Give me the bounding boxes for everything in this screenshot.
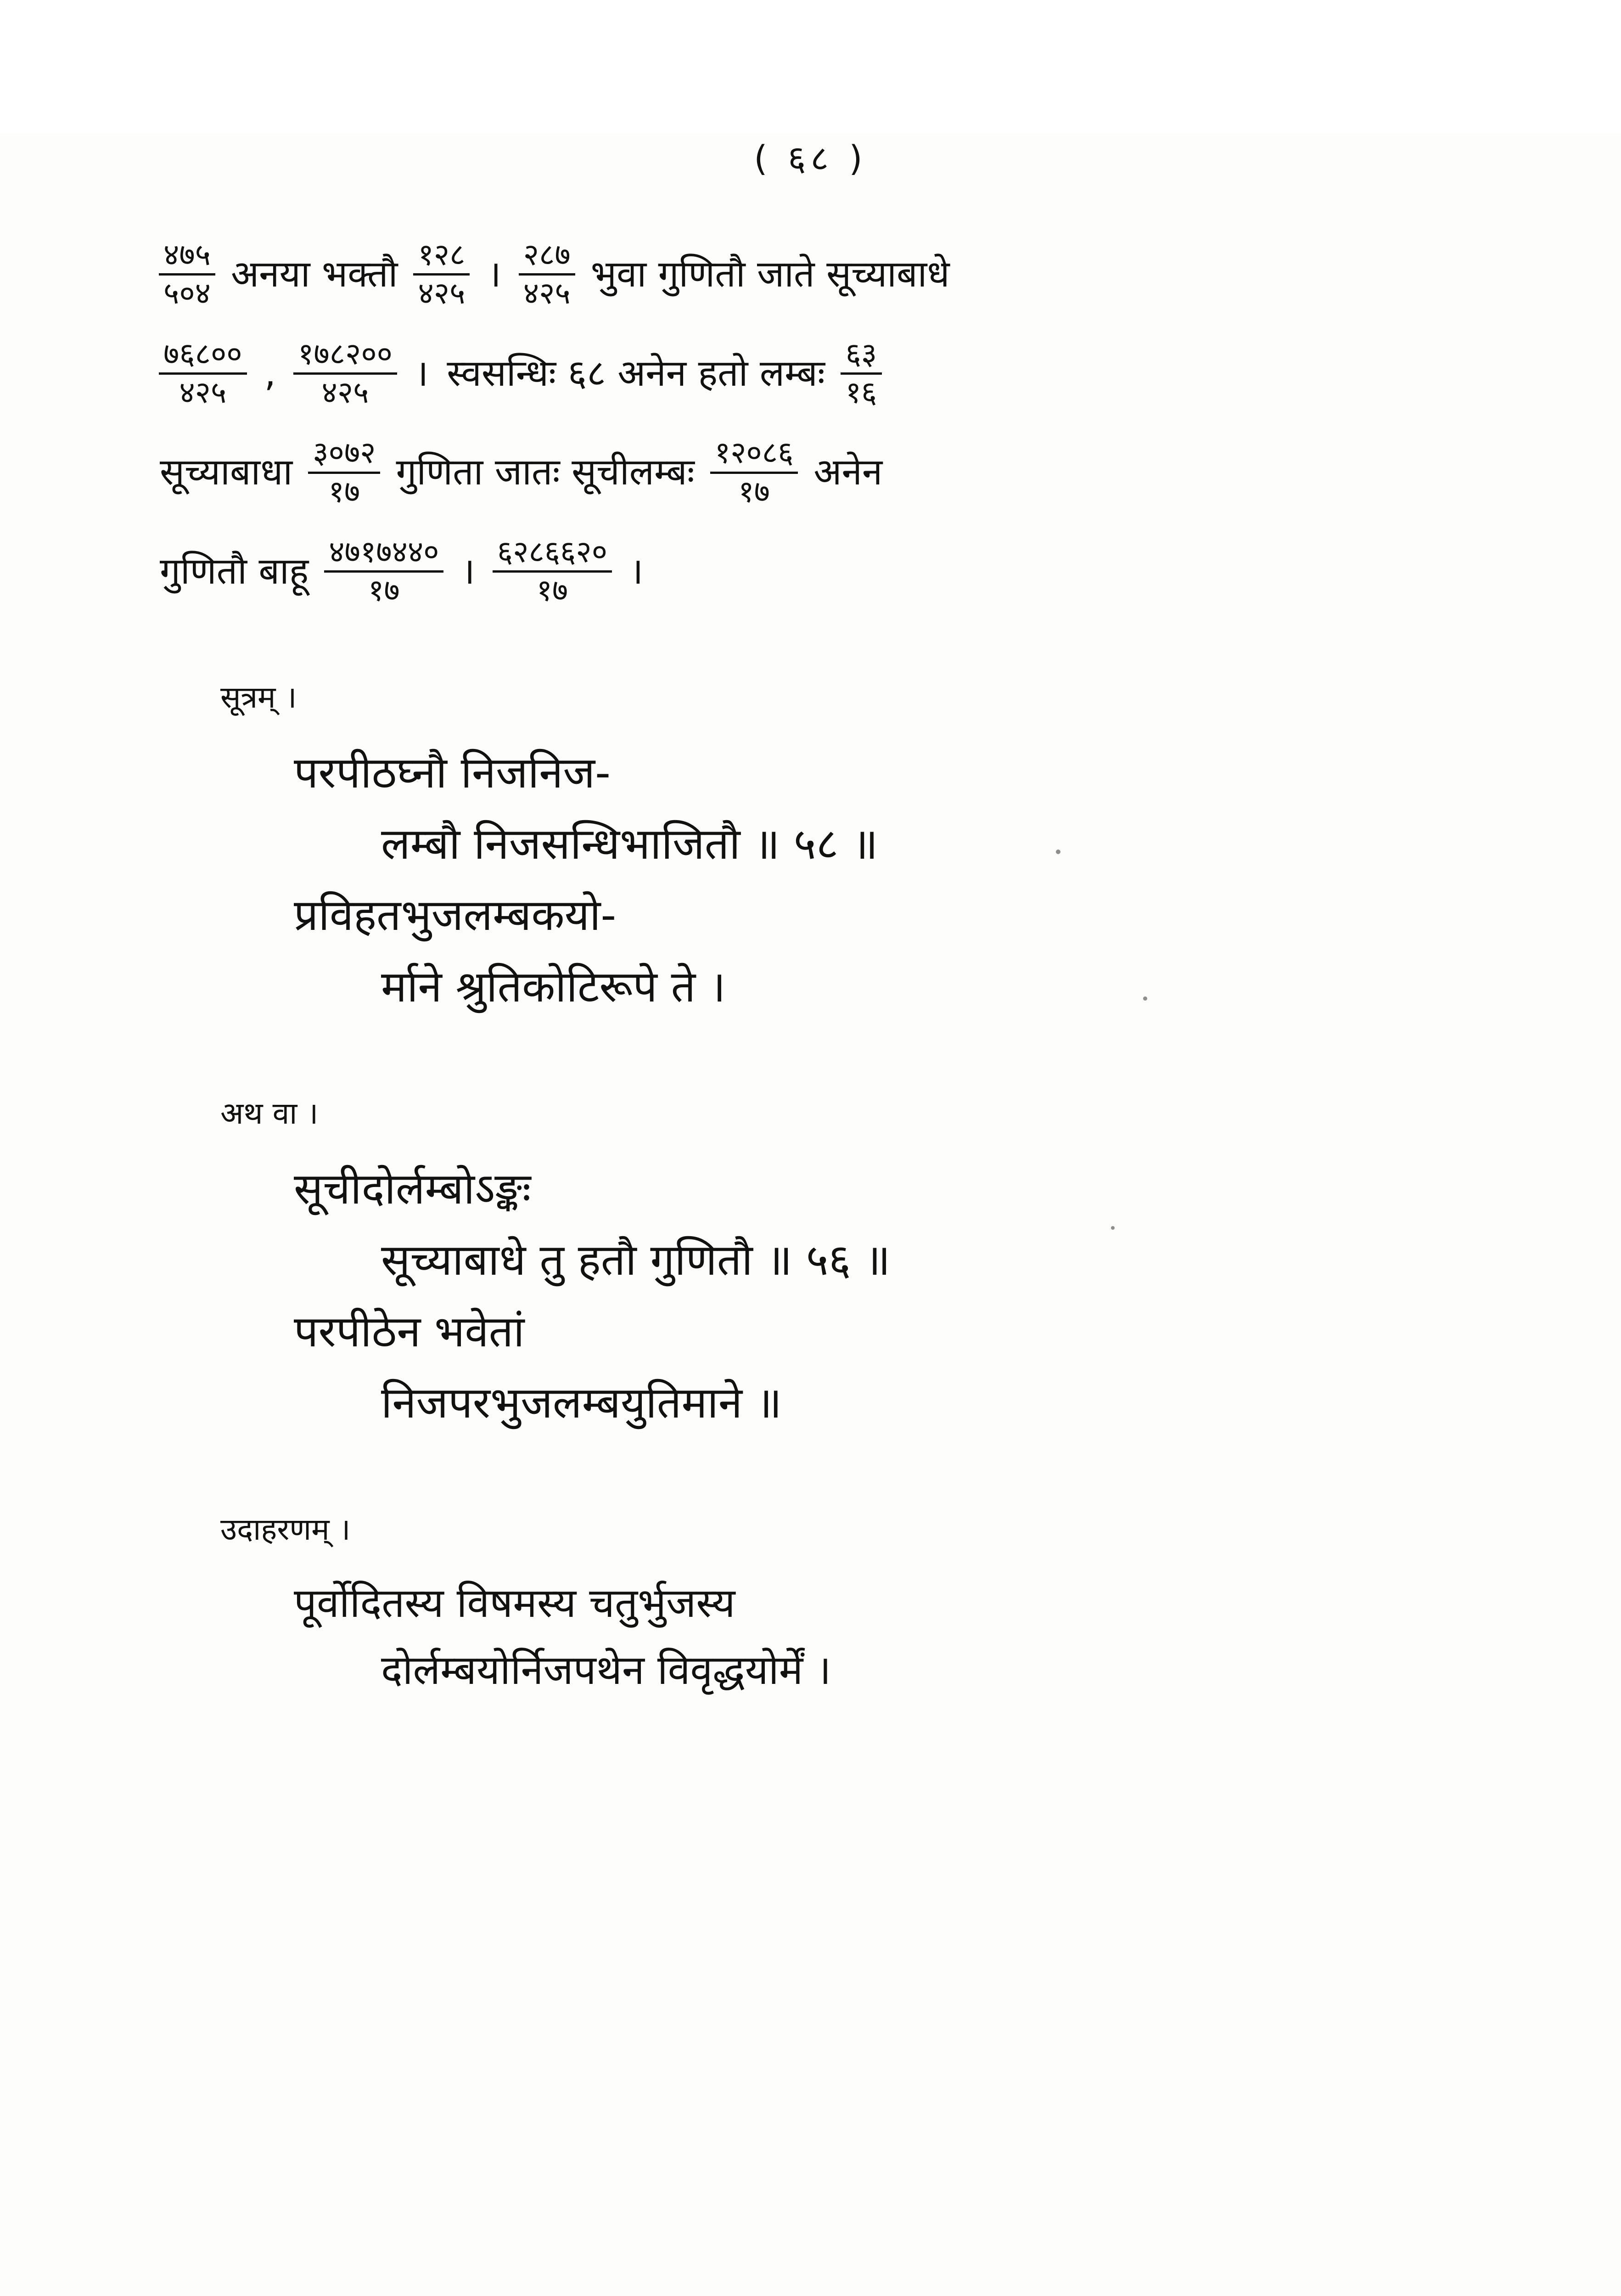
fraction-bar <box>308 472 380 474</box>
section-label-athava: अथ वा । <box>220 1095 319 1131</box>
fraction-denominator: ४२५ <box>418 276 466 311</box>
verse-line: र्माने श्रुतिकोटिरूपे ते । <box>381 962 726 1012</box>
danda-mark: । <box>461 549 475 592</box>
calc-text: गुणितौ बाहू <box>160 549 309 592</box>
fraction-numerator: ३०७२ <box>313 435 376 471</box>
verse-line: परपीठघ्नौ निजनिज- <box>294 748 611 799</box>
fraction-denominator: ४२५ <box>523 276 571 311</box>
verse-block-athava <box>0 1154 1621 1438</box>
fraction-numerator: १२०८६ <box>714 435 794 471</box>
fraction-denominator: १७ <box>328 473 360 509</box>
fraction-numerator: १२८ <box>418 237 466 273</box>
verse-line: लम्बौ निजसन्धिभाजितौ ॥ ५८ ॥ <box>381 819 878 870</box>
verse-line: सूचीदोर्लम्बोऽङ्कः <box>294 1164 531 1215</box>
calc-text: सूच्याबाधा <box>160 450 293 494</box>
danda-mark: । <box>487 252 501 295</box>
scan-speckle <box>1056 850 1060 854</box>
fraction-denominator: ५०४ <box>163 276 211 311</box>
fraction-numerator: ४७१७४४० <box>329 534 439 569</box>
calc-text: स्वसन्धिः ६८ अनेन हतो लम्बः <box>447 351 825 394</box>
fraction-numerator: २८७ <box>523 237 571 273</box>
danda-mark: । <box>414 351 429 394</box>
verse-line: निजपरभुजलम्बयुतिमाने ॥ <box>381 1378 782 1428</box>
scan-speckle <box>1111 1226 1115 1230</box>
verse-line: परपीठेन भवेतां <box>294 1306 525 1357</box>
fraction <box>293 338 397 409</box>
calc-text: अनया भक्तौ <box>230 252 398 295</box>
fraction-denominator: १६ <box>845 375 877 411</box>
document-page <box>0 133 1621 2296</box>
calc-text: भुवा गुणितौ जाते सूच्याबाधे <box>590 252 950 295</box>
verse-line: पूर्वोदितस्य विषमस्य चतुर्भुजस्य <box>294 1579 735 1627</box>
fraction-numerator: ६३ <box>845 336 877 371</box>
fraction <box>159 239 215 310</box>
fraction-numerator: ७६८०० <box>163 336 242 371</box>
fraction <box>710 437 798 507</box>
verse-line: सूच्याबाधे तु हतौ गुणितौ ॥ ५६ ॥ <box>381 1235 891 1286</box>
calculation-block <box>0 239 1621 606</box>
scan-speckle <box>1143 996 1147 1001</box>
fraction-numerator: ४७५ <box>163 237 211 273</box>
calculation-line-2 <box>151 338 1483 409</box>
fraction-denominator: १७ <box>536 573 568 608</box>
fraction-denominator: ४२५ <box>321 375 369 411</box>
fraction <box>519 239 575 310</box>
verse-block-sutram <box>0 737 1621 1022</box>
section-label-sutram: सूत्रम् । <box>220 679 297 715</box>
verse-line: दोर्लम्बयोर्निजपथेन विवृद्धयोर्में । <box>381 1646 831 1694</box>
fraction <box>308 437 380 507</box>
fraction-denominator: १७ <box>368 573 400 608</box>
fraction <box>413 239 470 310</box>
fraction-denominator: ४२५ <box>179 375 227 411</box>
section-label-udaharanam: उदाहरणम् । <box>220 1511 351 1547</box>
calculation-line-3 <box>151 437 1483 507</box>
verse-line: प्रविहतभुजलम्बकयो- <box>294 890 617 941</box>
danda-mark: । <box>629 549 644 592</box>
fraction-numerator: १७८२०० <box>298 336 393 371</box>
fraction <box>159 338 247 409</box>
calc-text: गुणिता जातः सूचीलम्बः <box>396 450 695 494</box>
fraction <box>493 536 612 607</box>
calculation-line-4 <box>151 536 1483 607</box>
fraction <box>841 338 882 409</box>
verse-block-udaharanam <box>0 1570 1621 1703</box>
calculation-line-1 <box>151 239 1483 310</box>
fraction-numerator: ६२८६६२० <box>497 534 608 569</box>
page-number: ( ६८ ) <box>754 138 867 179</box>
fraction-denominator: १७ <box>738 473 770 509</box>
calc-text: अनेन <box>813 450 883 494</box>
fraction-bar <box>710 472 798 474</box>
fraction <box>324 536 443 607</box>
comma-mark: , <box>264 351 276 394</box>
